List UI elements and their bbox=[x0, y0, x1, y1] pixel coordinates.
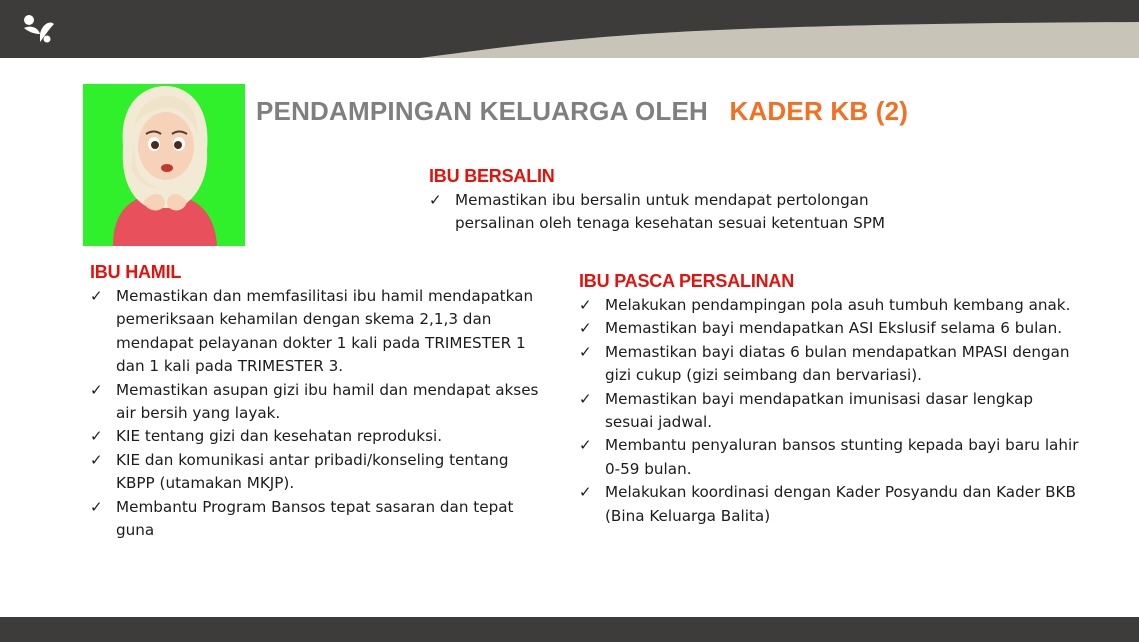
list-item: ✓ Memastikan ibu bersalin untuk mendapat pertolongan persalinan oleh tenaga kesehatan sesuai ketentuan SPM bbox=[429, 191, 886, 233]
avatar-illustration bbox=[83, 84, 245, 246]
check-icon: ✓ bbox=[90, 427, 103, 446]
list-item: ✓ Memastikan bayi mendapatkan ASI Ekslusif selama 6 bulan. bbox=[579, 317, 1079, 340]
page-title bbox=[256, 96, 908, 127]
section-heading: IBU HAMIL bbox=[90, 262, 182, 282]
title-part2: KADER KB (2) bbox=[729, 96, 909, 126]
check-icon: ✓ bbox=[579, 342, 592, 361]
check-icon: ✓ bbox=[579, 389, 592, 408]
list-item: ✓ Melakukan pendampingan pola asuh tumbuh kembang anak. bbox=[579, 294, 1079, 317]
list-item: ✓ Memastikan dan memfasilitasi ibu hamil mendapatkan pemeriksaan kehamilan dengan skema 2,1,3 dan mendapat pelayanan dokter 1 kali pada TRIMESTER 1 dan 1 kali pada TRIMESTER 3. bbox=[90, 287, 534, 376]
check-icon: ✓ bbox=[90, 287, 103, 305]
list-item: ✓ Memastikan asupan gizi ibu hamil dan mendapat akses air bersih yang layak. bbox=[90, 380, 539, 423]
list-item: ✓ Membantu Program Bansos tepat sasaran dan tepat guna bbox=[90, 497, 514, 540]
check-icon: ✓ bbox=[429, 191, 442, 209]
check-icon: ✓ bbox=[579, 436, 592, 455]
logo-icon bbox=[20, 12, 58, 48]
list-item: ✓ Memastikan bayi diatas 6 bulan mendapatkan MPASI dengan gizi cukup (gizi seimbang dan bervariasi). bbox=[579, 342, 1070, 385]
list-item: ✓ Memastikan bayi mendapatkan imunisasi dasar lengkap sesuai jadwal. bbox=[579, 389, 1034, 432]
bullet-list bbox=[579, 294, 1079, 528]
list-item: ✓ Melakukan koordinasi dengan Kader Posyandu dan Kader BKB (Bina Keluarga Balita) bbox=[579, 483, 1076, 525]
list-item: ✓ KIE dan komunikasi antar pribadi/konseling tentang KBPP (utamakan MKJP). bbox=[90, 450, 509, 493]
footer-bar bbox=[0, 617, 1139, 642]
header-swoosh bbox=[0, 0, 1139, 58]
check-icon: ✓ bbox=[90, 380, 103, 399]
section-ibu-hamil bbox=[90, 262, 542, 542]
check-icon: ✓ bbox=[90, 450, 103, 469]
check-icon: ✓ bbox=[579, 483, 592, 502]
check-icon: ✓ bbox=[579, 319, 592, 338]
bullet-list bbox=[90, 285, 542, 542]
section-heading: IBU BERSALIN bbox=[429, 166, 555, 186]
list-item: ✓ KIE tentang gizi dan kesehatan reproduksi. bbox=[90, 425, 542, 448]
header-bar bbox=[0, 0, 1139, 58]
bullet-list bbox=[429, 189, 899, 236]
check-icon: ✓ bbox=[90, 497, 103, 516]
section-heading: IBU PASCA PERSALINAN bbox=[579, 271, 795, 291]
list-item: ✓ Membantu penyaluran bansos stunting kepada bayi baru lahir 0-59 bulan. bbox=[579, 436, 1079, 478]
section-ibu-pasca-persalinan bbox=[579, 271, 1079, 528]
section-ibu-bersalin bbox=[429, 166, 899, 236]
check-icon: ✓ bbox=[579, 296, 592, 314]
title-part1: PENDAMPINGAN KELUARGA OLEH bbox=[256, 96, 709, 126]
